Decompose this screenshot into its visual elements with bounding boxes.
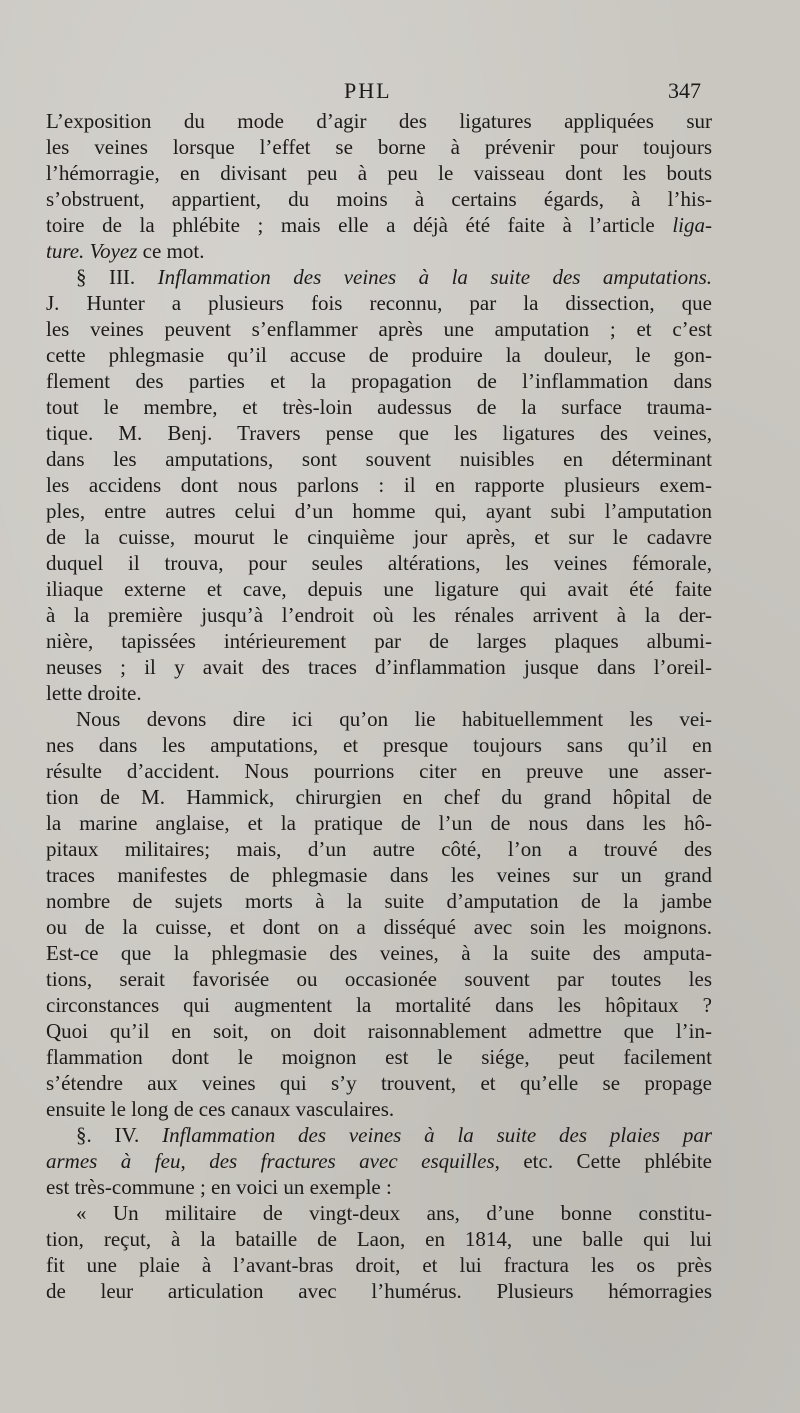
text-line: tique. M. Benj. Travers pense que les ligatures des veines,	[46, 421, 712, 445]
text-line: dans les amputations, sont souvent nuisibles en déterminant	[46, 447, 712, 471]
page-header	[0, 78, 800, 108]
text-line: tout le membre, et très-loin audessus de la surface trauma-	[46, 395, 712, 419]
text-line: s’étendre aux veines qui s’y trouvent, et qu’elle se propage	[46, 1071, 712, 1095]
text-line: de la cuisse, mourut le cinquième jour après, et sur le cadavre	[46, 525, 712, 549]
text-line: la marine anglaise, et la pratique de l’un de nous dans les hô-	[46, 811, 712, 835]
text-line: duquel il trouva, pour seules altérations, les veines fémorale,	[46, 551, 712, 575]
text-line: Est-ce que la phlegmasie des veines, à la suite des amputa-	[46, 941, 712, 965]
text-line: traces manifestes de phlegmasie dans les veines sur un grand	[46, 863, 712, 887]
text-line: circonstances qui augmentent la mortalité dans les hôpitaux ?	[46, 993, 712, 1017]
text-line: Quoi qu’il en soit, on doit raisonnablement admettre que l’in-	[46, 1019, 712, 1043]
text-line: pitaux militaires; mais, d’un autre côté, l’on a trouvé des	[46, 837, 712, 861]
text-line: nombre de sujets morts à la suite d’amputation de la jambe	[46, 889, 712, 913]
text-line: ples, entre autres celui d’un homme qui, ayant subi l’amputation	[46, 499, 712, 523]
text-line: neuses ; il y avait des traces d’inflammation jusque dans l’oreil-	[46, 655, 712, 679]
section-heading-line: § III. Inflammation des veines à la suite des amputations.	[76, 265, 712, 289]
text-line: fit une plaie à l’avant-bras droit, et lui fractura les os près	[46, 1253, 712, 1277]
text-line: s’obstruent, appartient, du moins à certains égards, à l’his-	[46, 187, 712, 211]
text-line: résulte d’accident. Nous pourrions citer en preuve une asser-	[46, 759, 712, 783]
text-line: tions, serait favorisée ou occasionée souvent par toutes les	[46, 967, 712, 991]
text-line: ou de la cuisse, et dont on a disséqué avec soin les moignons.	[46, 915, 712, 939]
text-line: les veines peuvent s’enflammer après une amputation ; et c’est	[46, 317, 712, 341]
text-line: cette phlegmasie qu’il accuse de produire la douleur, le gon-	[46, 343, 712, 367]
text-line: lette droite.	[46, 681, 142, 705]
text-line: armes à feu, des fractures avec esquilles, etc. Cette phlébite	[46, 1149, 712, 1173]
text-line: tion, reçut, à la bataille de Laon, en 1814, une balle qui lui	[46, 1227, 712, 1251]
text-line: à la première jusqu’à l’endroit où les rénales arrivent à la der-	[46, 603, 712, 627]
text-line: toire de la phlébite ; mais elle a déjà été faite à l’article liga-	[46, 213, 712, 237]
text-line: flement des parties et la propagation de l’inflammation dans	[46, 369, 712, 393]
text-line: L’exposition du mode d’agir des ligatures appliquées sur	[46, 109, 712, 133]
running-head: PHL	[344, 78, 392, 103]
page-number: 347	[668, 78, 701, 103]
text-line: est très-commune ; en voici un exemple :	[46, 1175, 392, 1199]
text-line: nes dans les amputations, et presque toujours sans qu’il en	[46, 733, 712, 757]
text-line: ensuite le long de ces canaux vasculaires.	[46, 1097, 395, 1121]
text-line: les veines lorsque l’effet se borne à prévenir pour toujours	[46, 135, 712, 159]
text-line: les accidens dont nous parlons : il en rapporte plusieurs exem-	[46, 473, 712, 497]
text-line: nière, tapissées intérieurement par de larges plaques albumi-	[46, 629, 712, 653]
text-line: iliaque externe et cave, depuis une ligature qui avait été faite	[46, 577, 712, 601]
text-line: l’hémorragie, en divisant peu à peu le vaisseau dont les bouts	[46, 161, 712, 185]
text-line: Nous devons dire ici qu’on lie habituellemment les vei-	[76, 707, 712, 731]
body-text	[46, 108, 712, 1304]
text-line: flammation dont le moignon est le siége, peut facilement	[46, 1045, 712, 1069]
text-line: « Un militaire de vingt-deux ans, d’une bonne constitu-	[76, 1201, 712, 1225]
text-line: J. Hunter a plusieurs fois reconnu, par la dissection, que	[46, 291, 712, 315]
section-heading-line: §. IV. Inflammation des veines à la suite des plaies par	[76, 1123, 713, 1147]
text-line: tion de M. Hammick, chirurgien en chef du grand hôpital de	[46, 785, 712, 809]
text-line: de leur articulation avec l’humérus. Plusieurs hémorragies	[46, 1279, 712, 1303]
text-line: ture. Voyez ce mot.	[46, 239, 205, 263]
